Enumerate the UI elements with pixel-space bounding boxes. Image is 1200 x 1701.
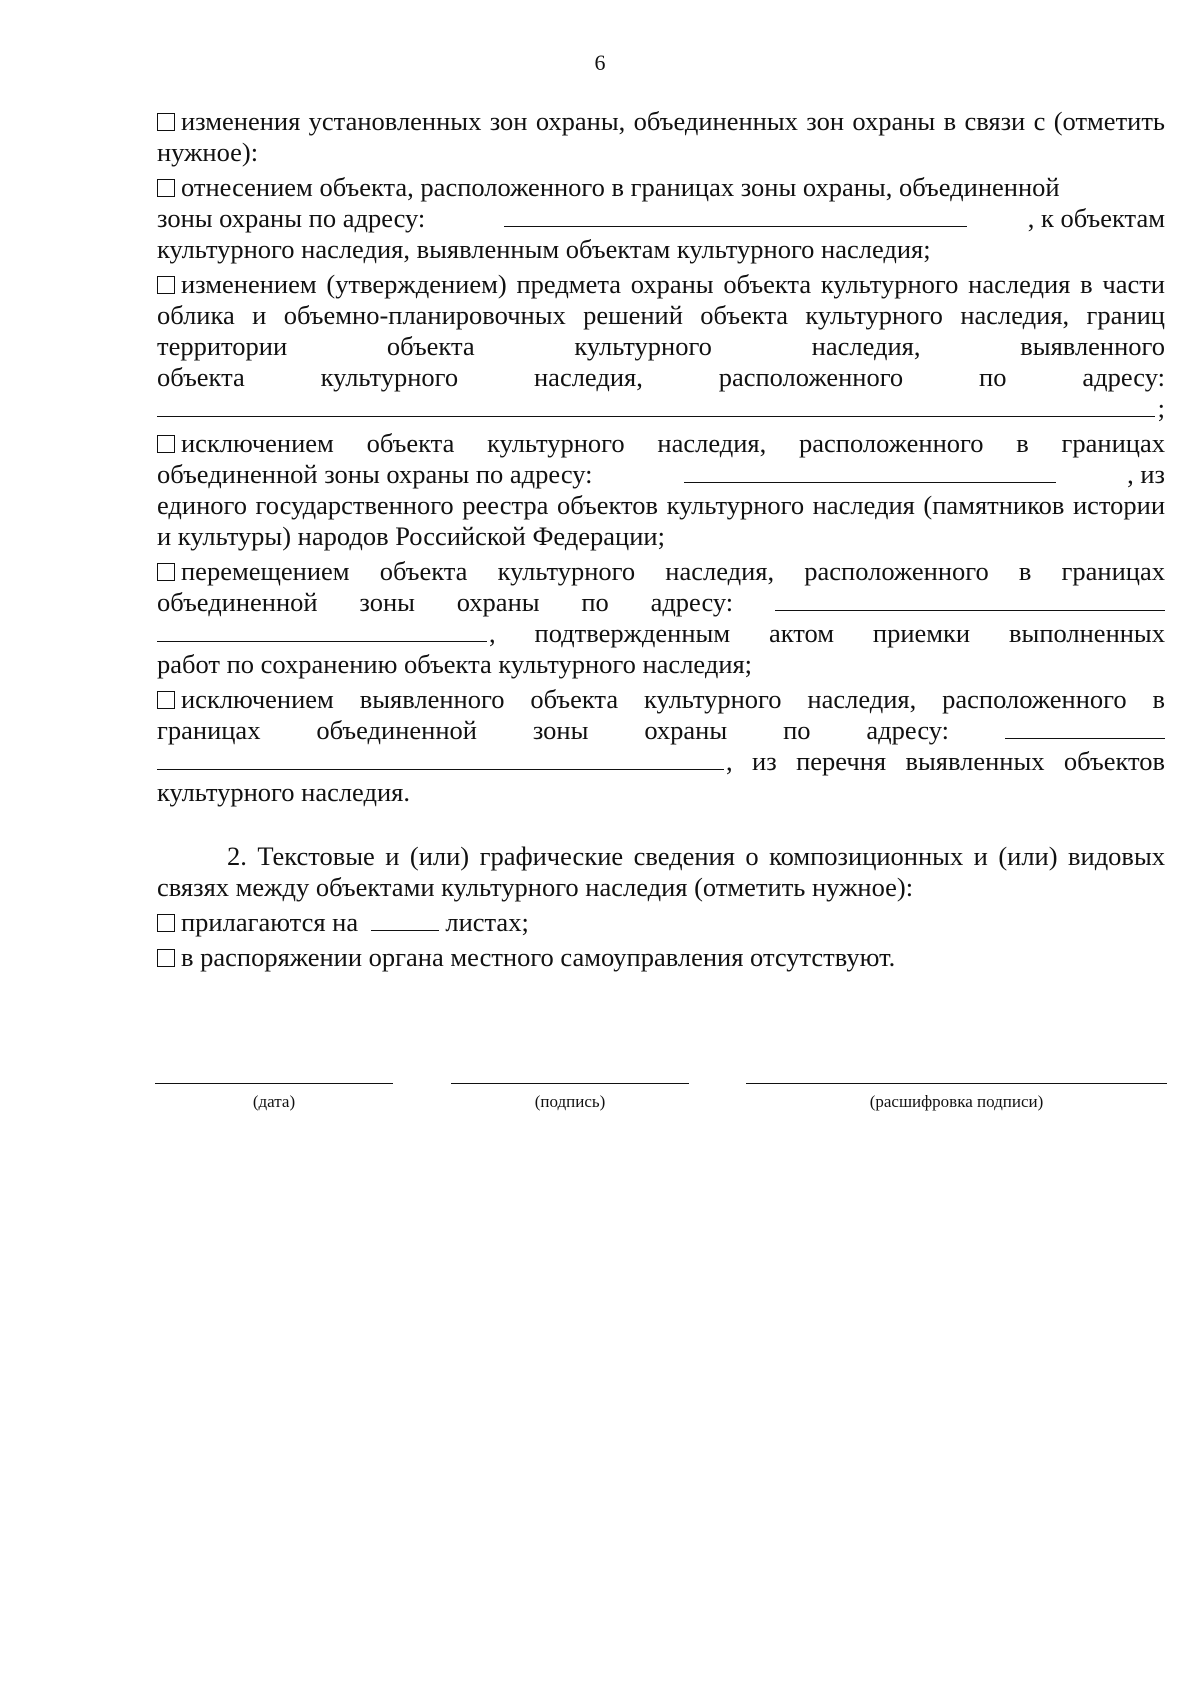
date-signature-field[interactable]: (дата) bbox=[155, 1083, 393, 1112]
attached-option: прилагаются на листах; bbox=[157, 907, 1165, 938]
page-number: 6 bbox=[594, 50, 606, 75]
section-2-intro: 2. Текстовые и (или) графические сведения о композиционных и (или) видовых связях между объектами культурного наследия (отметить нужное): bbox=[157, 841, 1165, 902]
subject-change-option: изменением (утверждением) предмета охраны объекта культурного наследия в части облика и объемно-планировочных решений объекта культурного наследия, границ территории объекта культурного наследия, выявленного объекта культурного наследия, расположенного по адресу: ; bbox=[157, 269, 1165, 423]
address-field-subject[interactable] bbox=[157, 394, 1155, 417]
section-2 bbox=[157, 841, 1165, 973]
checkbox-absent[interactable] bbox=[157, 949, 175, 967]
signature-name-field[interactable]: (расшифровка подписи) bbox=[746, 1083, 1167, 1112]
exclusion-option: исключением объекта культурного наследия, расположенного в границах объединенной зоны охраны по адресу: , из единого государственного реестра объектов культурного наследия (памятников истории и культуры) народов Российской Федерации; bbox=[157, 428, 1165, 551]
checkbox-relocation[interactable] bbox=[157, 563, 175, 581]
address-field-relocation-1[interactable] bbox=[775, 588, 1165, 611]
address-field-relocation-2[interactable] bbox=[157, 619, 487, 642]
absent-option: в распоряжении органа местного самоуправления отсутствуют. bbox=[157, 942, 1165, 973]
form-body bbox=[157, 106, 1165, 977]
relocation-option: перемещением объекта культурного наследия, расположенного в границах объединенной зоны охраны по адресу: , подтвержденным актом приемки выполненных работ по сохранению объекта культурного наследия; bbox=[157, 556, 1165, 679]
checkbox-identified-exclusion[interactable] bbox=[157, 691, 175, 709]
checkbox-exclusion[interactable] bbox=[157, 435, 175, 453]
address-field-reassign[interactable] bbox=[504, 204, 967, 227]
subject-address-row: объекта культурного наследия, расположенного по адресу: bbox=[157, 362, 1165, 392]
sheet-count-field[interactable] bbox=[371, 908, 439, 931]
checkbox-zones-change[interactable] bbox=[157, 113, 175, 131]
checkbox-subject-change[interactable] bbox=[157, 276, 175, 294]
address-field-exclusion[interactable] bbox=[684, 460, 1056, 483]
address-field-identified-1[interactable] bbox=[1005, 716, 1165, 739]
signature-field[interactable]: (подпись) bbox=[451, 1083, 689, 1112]
zones-change-option: изменения установленных зон охраны, объединенных зон охраны в связи с (отметить нужное): bbox=[157, 106, 1165, 167]
identified-exclusion-option: исключением выявленного объекта культурного наследия, расположенного в границах объединенной зоны охраны по адресу: , из перечня выявленных объектов культурного наследия. bbox=[157, 684, 1165, 807]
signature-block bbox=[155, 1083, 1167, 1133]
reassign-option: отнесением объекта, расположенного в границах зоны охраны, объединенной зоны охраны по адресу: , к объектам культурного наследия, выявленным объектам культурного наследия; bbox=[157, 172, 1165, 264]
address-field-identified-2[interactable] bbox=[157, 747, 724, 770]
checkbox-attached[interactable] bbox=[157, 914, 175, 932]
checkbox-reassign[interactable] bbox=[157, 179, 175, 197]
